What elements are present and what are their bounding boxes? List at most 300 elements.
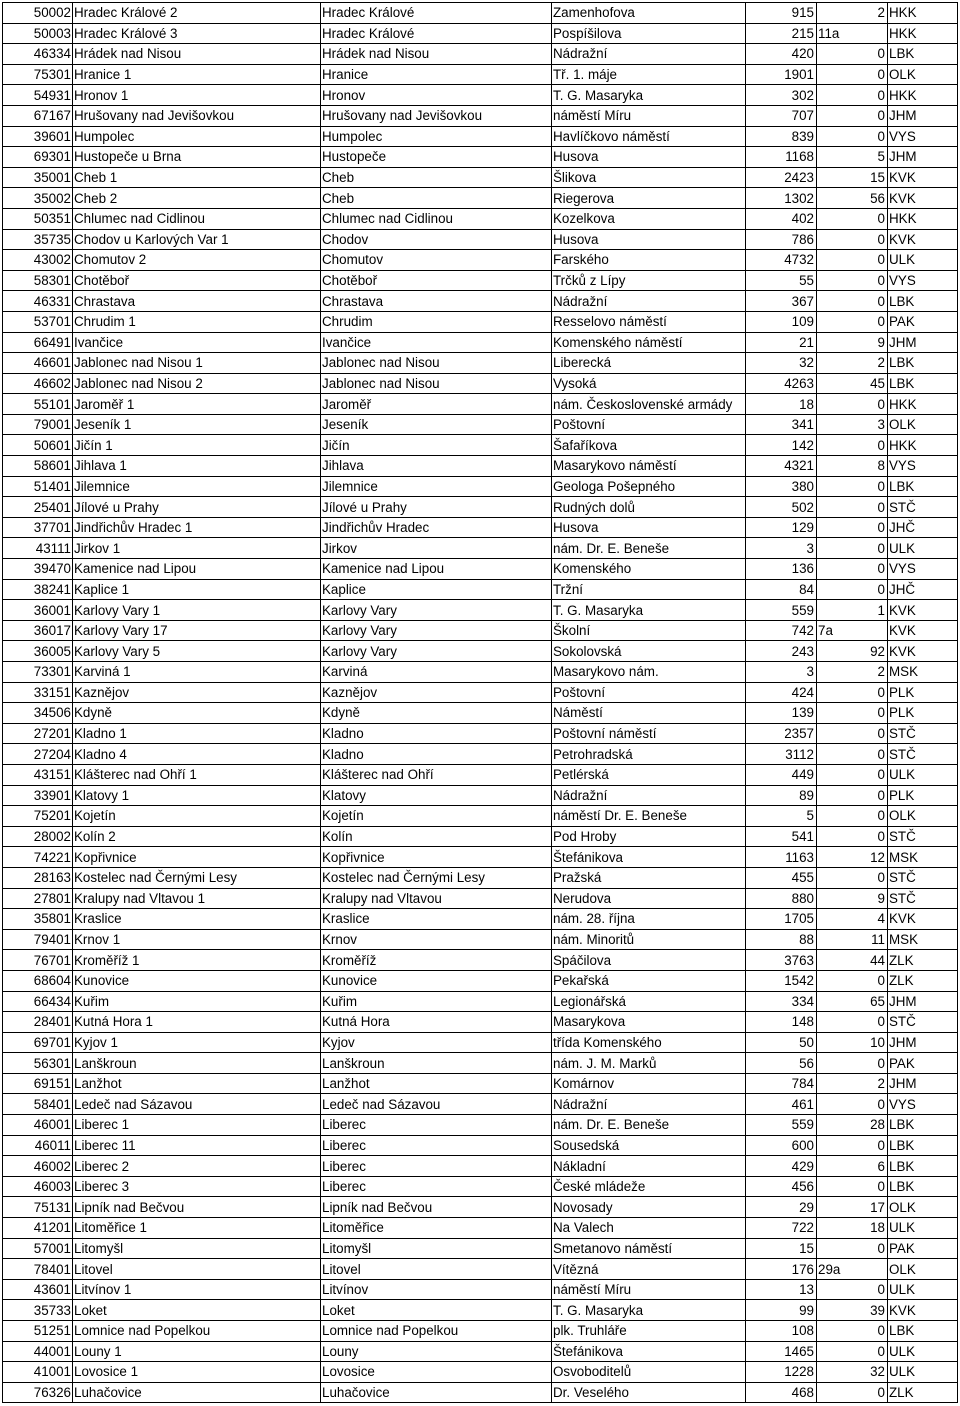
- region-code-cell: ZLK: [888, 970, 958, 991]
- street-cell: Nádražní: [552, 291, 746, 312]
- street-cell: Kozelkova: [552, 208, 746, 229]
- town-cell: Liberec: [321, 1135, 552, 1156]
- office-name-cell: Chotěboř: [73, 270, 321, 291]
- orientation-number-cell: 10: [817, 1032, 888, 1053]
- house-number-cell: 142: [746, 435, 817, 456]
- table-row: [3, 208, 958, 229]
- office-name-cell: Kralupy nad Vltavou 1: [73, 888, 321, 909]
- house-number-cell: 1542: [746, 970, 817, 991]
- house-number-cell: 559: [746, 600, 817, 621]
- table-row: [3, 559, 958, 580]
- region-code-cell: LBK: [888, 373, 958, 394]
- house-number-cell: 139: [746, 703, 817, 724]
- region-code-cell: STČ: [888, 497, 958, 518]
- house-number-cell: 5: [746, 806, 817, 827]
- town-cell: Hronov: [321, 85, 552, 106]
- office-name-cell: Liberec 1: [73, 1115, 321, 1136]
- orientation-number-cell: 0: [817, 250, 888, 271]
- town-cell: Lipník nad Bečvou: [321, 1197, 552, 1218]
- house-number-cell: 88: [746, 929, 817, 950]
- town-cell: Luhačovice: [321, 1382, 552, 1403]
- zip-cell: 69701: [3, 1032, 73, 1053]
- orientation-number-cell: 0: [817, 1238, 888, 1259]
- street-cell: Nádražní: [552, 785, 746, 806]
- town-cell: Louny: [321, 1341, 552, 1362]
- zip-cell: 51251: [3, 1321, 73, 1342]
- orientation-number-cell: 39: [817, 1300, 888, 1321]
- zip-cell: 33151: [3, 682, 73, 703]
- street-cell: Dr. Veselého: [552, 1382, 746, 1403]
- office-name-cell: Litvínov 1: [73, 1279, 321, 1300]
- town-cell: Hrušovany nad Jevišovkou: [321, 105, 552, 126]
- house-number-cell: 1705: [746, 909, 817, 930]
- office-name-cell: Kroměříž 1: [73, 950, 321, 971]
- zip-cell: 58301: [3, 270, 73, 291]
- house-number-cell: 402: [746, 208, 817, 229]
- zip-cell: 57001: [3, 1238, 73, 1259]
- orientation-number-cell: 0: [817, 1012, 888, 1033]
- street-cell: Pražská: [552, 867, 746, 888]
- house-number-cell: 1163: [746, 847, 817, 868]
- office-name-cell: Lipník nad Bečvou: [73, 1197, 321, 1218]
- street-cell: Husova: [552, 229, 746, 250]
- table-row: [3, 867, 958, 888]
- office-name-cell: Chomutov 2: [73, 250, 321, 271]
- table-row: [3, 1382, 958, 1403]
- table-row: [3, 188, 958, 209]
- street-cell: Geologa Pošepného: [552, 476, 746, 497]
- office-name-cell: Loket: [73, 1300, 321, 1321]
- house-number-cell: 915: [746, 3, 817, 24]
- street-cell: Petrohradská: [552, 744, 746, 765]
- street-cell: T. G. Masaryka: [552, 600, 746, 621]
- office-name-cell: Jihlava 1: [73, 456, 321, 477]
- house-number-cell: 15: [746, 1238, 817, 1259]
- office-name-cell: Kutná Hora 1: [73, 1012, 321, 1033]
- region-code-cell: ULK: [888, 1279, 958, 1300]
- house-number-cell: 3: [746, 538, 817, 559]
- table-row: [3, 1135, 958, 1156]
- zip-cell: 43002: [3, 250, 73, 271]
- orientation-number-cell: 44: [817, 950, 888, 971]
- house-number-cell: 55: [746, 270, 817, 291]
- region-code-cell: HKK: [888, 85, 958, 106]
- street-cell: Osvoboditelů: [552, 1362, 746, 1383]
- zip-cell: 75201: [3, 806, 73, 827]
- house-number-cell: 3763: [746, 950, 817, 971]
- orientation-number-cell: 92: [817, 641, 888, 662]
- region-code-cell: ULK: [888, 1341, 958, 1362]
- town-cell: Kopřivnice: [321, 847, 552, 868]
- orientation-number-cell: 0: [817, 744, 888, 765]
- office-name-cell: Hrušovany nad Jevišovkou: [73, 105, 321, 126]
- street-cell: T. G. Masaryka: [552, 1300, 746, 1321]
- office-name-cell: Ledeč nad Sázavou: [73, 1094, 321, 1115]
- street-cell: Husova: [552, 517, 746, 538]
- town-cell: Chotěboř: [321, 270, 552, 291]
- region-code-cell: JHM: [888, 147, 958, 168]
- office-name-cell: Kamenice nad Lipou: [73, 559, 321, 580]
- zip-cell: 46002: [3, 1156, 73, 1177]
- street-cell: Poštovní: [552, 682, 746, 703]
- house-number-cell: 559: [746, 1115, 817, 1136]
- region-code-cell: JHM: [888, 105, 958, 126]
- office-name-cell: Kojetín: [73, 806, 321, 827]
- region-code-cell: JHM: [888, 991, 958, 1012]
- town-cell: Kaznějov: [321, 682, 552, 703]
- region-code-cell: KVK: [888, 620, 958, 641]
- region-code-cell: PAK: [888, 1238, 958, 1259]
- region-code-cell: KVK: [888, 641, 958, 662]
- region-code-cell: VYS: [888, 456, 958, 477]
- table-row: [3, 1218, 958, 1239]
- zip-cell: 37701: [3, 517, 73, 538]
- house-number-cell: 108: [746, 1321, 817, 1342]
- region-code-cell: KVK: [888, 167, 958, 188]
- office-name-cell: Krnov 1: [73, 929, 321, 950]
- street-cell: Sousedská: [552, 1135, 746, 1156]
- orientation-number-cell: 0: [817, 229, 888, 250]
- region-code-cell: STČ: [888, 826, 958, 847]
- office-name-cell: Hranice 1: [73, 64, 321, 85]
- street-cell: Komenského náměstí: [552, 332, 746, 353]
- table-row: [3, 435, 958, 456]
- table-row: [3, 1362, 958, 1383]
- office-name-cell: Litoměřice 1: [73, 1218, 321, 1239]
- zip-cell: 68604: [3, 970, 73, 991]
- house-number-cell: 455: [746, 867, 817, 888]
- orientation-number-cell: 0: [817, 867, 888, 888]
- orientation-number-cell: 3: [817, 414, 888, 435]
- street-cell: České mládeže: [552, 1176, 746, 1197]
- house-number-cell: 32: [746, 353, 817, 374]
- office-name-cell: Kaznějov: [73, 682, 321, 703]
- table-row: [3, 620, 958, 641]
- table-row: [3, 1053, 958, 1074]
- table-row: [3, 579, 958, 600]
- orientation-number-cell: 28: [817, 1115, 888, 1136]
- house-number-cell: 4263: [746, 373, 817, 394]
- zip-cell: 46602: [3, 373, 73, 394]
- office-name-cell: Kladno 4: [73, 744, 321, 765]
- region-code-cell: KVK: [888, 600, 958, 621]
- orientation-number-cell: 2: [817, 353, 888, 374]
- office-name-cell: Kaplice 1: [73, 579, 321, 600]
- region-code-cell: KVK: [888, 1300, 958, 1321]
- zip-cell: 28401: [3, 1012, 73, 1033]
- region-code-cell: HKK: [888, 208, 958, 229]
- house-number-cell: 1302: [746, 188, 817, 209]
- office-name-cell: Jeseník 1: [73, 414, 321, 435]
- office-name-cell: Kopřivnice: [73, 847, 321, 868]
- office-name-cell: Jílové u Prahy: [73, 497, 321, 518]
- region-code-cell: PAK: [888, 311, 958, 332]
- house-number-cell: 367: [746, 291, 817, 312]
- office-name-cell: Chrudim 1: [73, 311, 321, 332]
- table-row: [3, 229, 958, 250]
- region-code-cell: MSK: [888, 847, 958, 868]
- street-cell: Pospíšilova: [552, 23, 746, 44]
- street-cell: Trčků z Lípy: [552, 270, 746, 291]
- table-row: [3, 23, 958, 44]
- street-cell: Pekařská: [552, 970, 746, 991]
- street-cell: nám. Dr. E. Beneše: [552, 1115, 746, 1136]
- town-cell: Kroměříž: [321, 950, 552, 971]
- street-cell: Pod Hroby: [552, 826, 746, 847]
- table-row: [3, 909, 958, 930]
- town-cell: Hranice: [321, 64, 552, 85]
- table-row: [3, 1032, 958, 1053]
- zip-cell: 36001: [3, 600, 73, 621]
- table-row: [3, 1012, 958, 1033]
- town-cell: Kamenice nad Lipou: [321, 559, 552, 580]
- office-name-cell: Kraslice: [73, 909, 321, 930]
- town-cell: Chomutov: [321, 250, 552, 271]
- house-number-cell: 742: [746, 620, 817, 641]
- orientation-number-cell: 0: [817, 1341, 888, 1362]
- house-number-cell: 784: [746, 1073, 817, 1094]
- orientation-number-cell: 0: [817, 826, 888, 847]
- street-cell: Komárnov: [552, 1073, 746, 1094]
- zip-cell: 35001: [3, 167, 73, 188]
- street-cell: Sokolovská: [552, 641, 746, 662]
- region-code-cell: JHČ: [888, 517, 958, 538]
- office-name-cell: Luhačovice: [73, 1382, 321, 1403]
- house-number-cell: 334: [746, 991, 817, 1012]
- region-code-cell: HKK: [888, 435, 958, 456]
- zip-cell: 35002: [3, 188, 73, 209]
- house-number-cell: 21: [746, 332, 817, 353]
- street-cell: Na Valech: [552, 1218, 746, 1239]
- zip-cell: 67167: [3, 105, 73, 126]
- street-cell: Novosady: [552, 1197, 746, 1218]
- table-row: [3, 332, 958, 353]
- office-name-cell: Kunovice: [73, 970, 321, 991]
- town-cell: Karlovy Vary: [321, 600, 552, 621]
- region-code-cell: STČ: [888, 744, 958, 765]
- town-cell: Litomyšl: [321, 1238, 552, 1259]
- orientation-number-cell: 32: [817, 1362, 888, 1383]
- street-cell: Vítězná: [552, 1259, 746, 1280]
- office-name-cell: Jičín 1: [73, 435, 321, 456]
- orientation-number-cell: 15: [817, 167, 888, 188]
- orientation-number-cell: 0: [817, 970, 888, 991]
- office-name-cell: Chlumec nad Cidlinou: [73, 208, 321, 229]
- office-name-cell: Jablonec nad Nisou 2: [73, 373, 321, 394]
- table-row: [3, 744, 958, 765]
- orientation-number-cell: 0: [817, 435, 888, 456]
- region-code-cell: JHM: [888, 332, 958, 353]
- office-name-cell: Karlovy Vary 1: [73, 600, 321, 621]
- street-cell: Poštovní: [552, 414, 746, 435]
- street-cell: nám. Československé armády: [552, 394, 746, 415]
- zip-cell: 43601: [3, 1279, 73, 1300]
- town-cell: Litvínov: [321, 1279, 552, 1300]
- orientation-number-cell: 0: [817, 785, 888, 806]
- orientation-number-cell: 0: [817, 126, 888, 147]
- street-cell: Nákladní: [552, 1156, 746, 1177]
- zip-cell: 55101: [3, 394, 73, 415]
- street-cell: Masarykova: [552, 1012, 746, 1033]
- town-cell: Litovel: [321, 1259, 552, 1280]
- office-name-cell: Hradec Králové 3: [73, 23, 321, 44]
- house-number-cell: 461: [746, 1094, 817, 1115]
- town-cell: Chlumec nad Cidlinou: [321, 208, 552, 229]
- office-name-cell: Hronov 1: [73, 85, 321, 106]
- house-number-cell: 600: [746, 1135, 817, 1156]
- orientation-number-cell: 0: [817, 1176, 888, 1197]
- orientation-number-cell: 0: [817, 806, 888, 827]
- table-row: [3, 414, 958, 435]
- house-number-cell: 56: [746, 1053, 817, 1074]
- zip-cell: 33901: [3, 785, 73, 806]
- town-cell: Kuřim: [321, 991, 552, 1012]
- orientation-number-cell: 11a: [817, 23, 888, 44]
- orientation-number-cell: 0: [817, 559, 888, 580]
- table-row: [3, 600, 958, 621]
- office-name-cell: Kyjov 1: [73, 1032, 321, 1053]
- region-code-cell: JHM: [888, 1032, 958, 1053]
- region-code-cell: JHČ: [888, 579, 958, 600]
- town-cell: Jablonec nad Nisou: [321, 373, 552, 394]
- table-row: [3, 85, 958, 106]
- zip-cell: 27801: [3, 888, 73, 909]
- town-cell: Litoměřice: [321, 1218, 552, 1239]
- town-cell: Ivančice: [321, 332, 552, 353]
- orientation-number-cell: 56: [817, 188, 888, 209]
- orientation-number-cell: 0: [817, 476, 888, 497]
- region-code-cell: HKK: [888, 394, 958, 415]
- town-cell: Kutná Hora: [321, 1012, 552, 1033]
- zip-cell: 79401: [3, 929, 73, 950]
- orientation-number-cell: 1: [817, 600, 888, 621]
- street-cell: Resselovo náměstí: [552, 311, 746, 332]
- house-number-cell: 50: [746, 1032, 817, 1053]
- town-cell: Karlovy Vary: [321, 620, 552, 641]
- house-number-cell: 99: [746, 1300, 817, 1321]
- table-row: [3, 1321, 958, 1342]
- office-name-cell: Karlovy Vary 5: [73, 641, 321, 662]
- street-cell: Šafaříkova: [552, 435, 746, 456]
- house-number-cell: 84: [746, 579, 817, 600]
- zip-cell: 41201: [3, 1218, 73, 1239]
- office-name-cell: Jindřichův Hradec 1: [73, 517, 321, 538]
- zip-cell: 46601: [3, 353, 73, 374]
- region-code-cell: STČ: [888, 867, 958, 888]
- orientation-number-cell: 6: [817, 1156, 888, 1177]
- town-cell: Chrudim: [321, 311, 552, 332]
- zip-cell: 46003: [3, 1176, 73, 1197]
- region-code-cell: VYS: [888, 270, 958, 291]
- table-row: [3, 1300, 958, 1321]
- table-row: [3, 641, 958, 662]
- region-code-cell: ZLK: [888, 950, 958, 971]
- town-cell: Jihlava: [321, 456, 552, 477]
- table-row: [3, 1073, 958, 1094]
- town-cell: Kraslice: [321, 909, 552, 930]
- table-row: [3, 826, 958, 847]
- orientation-number-cell: 0: [817, 1094, 888, 1115]
- table-row: [3, 1259, 958, 1280]
- zip-cell: 38241: [3, 579, 73, 600]
- table-row: [3, 517, 958, 538]
- region-code-cell: PLK: [888, 682, 958, 703]
- orientation-number-cell: 0: [817, 85, 888, 106]
- street-cell: Liberecká: [552, 353, 746, 374]
- zip-cell: 27204: [3, 744, 73, 765]
- table-row: [3, 105, 958, 126]
- town-cell: Hradec Králové: [321, 3, 552, 24]
- town-cell: Hustopeče: [321, 147, 552, 168]
- house-number-cell: 2357: [746, 723, 817, 744]
- town-cell: Jirkov: [321, 538, 552, 559]
- region-code-cell: LBK: [888, 353, 958, 374]
- office-name-cell: Lovosice 1: [73, 1362, 321, 1383]
- office-name-cell: Liberec 3: [73, 1176, 321, 1197]
- house-number-cell: 1228: [746, 1362, 817, 1383]
- street-cell: nám. Minoritů: [552, 929, 746, 950]
- orientation-number-cell: 45: [817, 373, 888, 394]
- region-code-cell: HKK: [888, 23, 958, 44]
- zip-cell: 36017: [3, 620, 73, 641]
- office-name-cell: Jablonec nad Nisou 1: [73, 353, 321, 374]
- zip-cell: 66434: [3, 991, 73, 1012]
- orientation-number-cell: 0: [817, 1053, 888, 1074]
- region-code-cell: HKK: [888, 3, 958, 24]
- house-number-cell: 341: [746, 414, 817, 435]
- town-cell: Lovosice: [321, 1362, 552, 1383]
- orientation-number-cell: 11: [817, 929, 888, 950]
- zip-cell: 76701: [3, 950, 73, 971]
- town-cell: Cheb: [321, 188, 552, 209]
- zip-cell: 46331: [3, 291, 73, 312]
- town-cell: Kyjov: [321, 1032, 552, 1053]
- orientation-number-cell: 0: [817, 764, 888, 785]
- region-code-cell: ZLK: [888, 1382, 958, 1403]
- zip-cell: 50351: [3, 208, 73, 229]
- town-cell: Hrádek nad Nisou: [321, 44, 552, 65]
- table-row: [3, 3, 958, 24]
- office-name-cell: Kdyně: [73, 703, 321, 724]
- orientation-number-cell: 65: [817, 991, 888, 1012]
- street-cell: Husova: [552, 147, 746, 168]
- orientation-number-cell: 0: [817, 703, 888, 724]
- town-cell: Chrastava: [321, 291, 552, 312]
- street-cell: náměstí Míru: [552, 1279, 746, 1300]
- table-row: [3, 1197, 958, 1218]
- town-cell: Krnov: [321, 929, 552, 950]
- town-cell: Klášterec nad Ohří: [321, 764, 552, 785]
- town-cell: Liberec: [321, 1156, 552, 1177]
- office-name-cell: Cheb 2: [73, 188, 321, 209]
- orientation-number-cell: 0: [817, 394, 888, 415]
- table-row: [3, 991, 958, 1012]
- town-cell: Liberec: [321, 1115, 552, 1136]
- region-code-cell: LBK: [888, 1156, 958, 1177]
- orientation-number-cell: 0: [817, 1382, 888, 1403]
- town-cell: Karviná: [321, 662, 552, 683]
- region-code-cell: ULK: [888, 250, 958, 271]
- town-cell: Kladno: [321, 723, 552, 744]
- house-number-cell: 176: [746, 1259, 817, 1280]
- house-number-cell: 13: [746, 1279, 817, 1300]
- town-cell: Karlovy Vary: [321, 641, 552, 662]
- house-number-cell: 541: [746, 826, 817, 847]
- region-code-cell: OLK: [888, 414, 958, 435]
- orientation-number-cell: 0: [817, 1135, 888, 1156]
- region-code-cell: LBK: [888, 1115, 958, 1136]
- zip-cell: 46001: [3, 1115, 73, 1136]
